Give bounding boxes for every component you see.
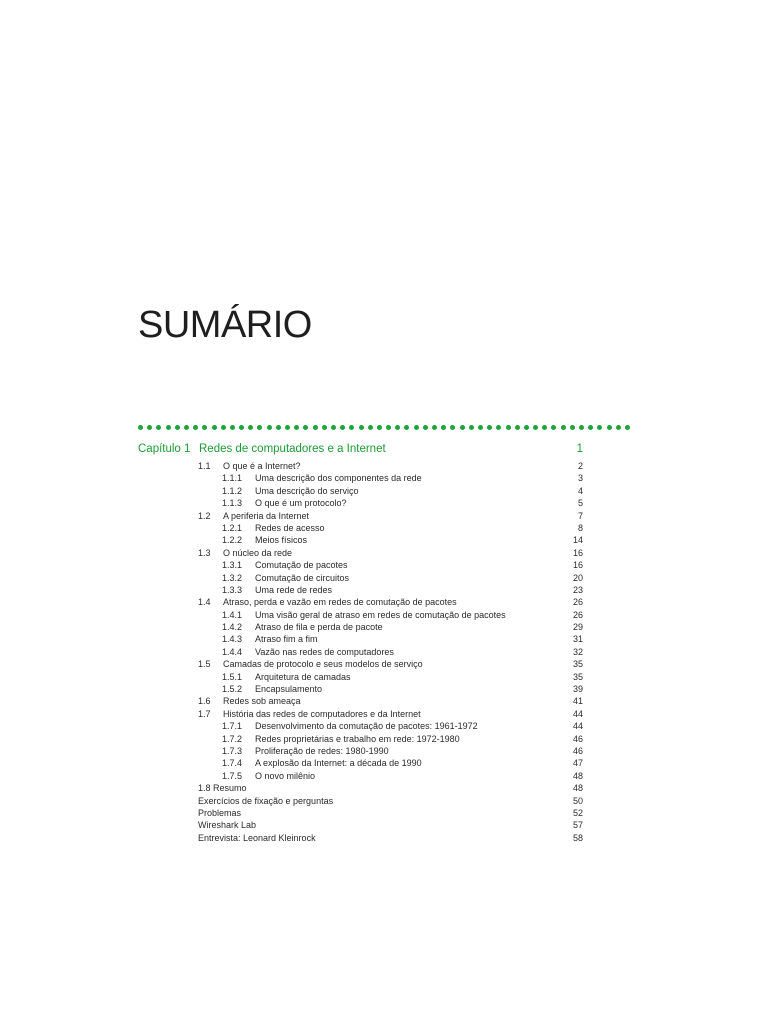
toc-entry-number: 1.1.3 <box>222 498 243 509</box>
toc-entry-number: 1.4.4 <box>222 646 243 657</box>
toc-entry[interactable] <box>198 572 583 584</box>
toc-entry-title: Arquitetura de camadas <box>255 671 351 682</box>
toc-entry-number: 1.7 <box>198 708 211 719</box>
toc-entry[interactable] <box>198 832 583 844</box>
divider-dot <box>322 425 327 430</box>
divider-dot <box>441 425 446 430</box>
toc-entry-title: A periferia da Internet <box>223 510 310 521</box>
chapter-page-number: 1 <box>576 443 583 455</box>
divider-dot <box>542 425 547 430</box>
toc-entry[interactable] <box>198 695 583 707</box>
toc-entry[interactable] <box>198 807 583 819</box>
toc-entry-title: Uma descrição do serviço <box>255 485 359 496</box>
toc-entry-number: 1.7.5 <box>222 770 243 781</box>
toc-entry[interactable] <box>198 609 583 621</box>
toc-entry-number: 1.4.3 <box>222 634 243 645</box>
divider-dot <box>515 425 520 430</box>
toc-entry-page: 32 <box>572 646 583 657</box>
toc-entry-title: Problemas <box>198 807 242 818</box>
toc-entry-title: O novo milênio <box>255 770 316 781</box>
divider-dot <box>368 425 373 430</box>
divider-dot <box>386 425 391 430</box>
toc-entry[interactable] <box>198 795 583 807</box>
toc-entry-title: O que é a Internet? <box>223 461 301 471</box>
toc-entry-number: 1.1.2 <box>222 485 243 496</box>
toc-entry[interactable] <box>198 522 583 534</box>
toc-entry-title: Camadas de protocolo e seus modelos de serviço <box>223 659 423 670</box>
toc-entry-title: Proliferação de redes: 1980-1990 <box>255 745 389 756</box>
toc-entry-number: 1.5 <box>198 659 211 670</box>
toc-entry-number: 1.4.2 <box>222 622 243 633</box>
toc-entry-number: 1.7.3 <box>222 745 243 756</box>
divider-dot <box>175 425 180 430</box>
toc-entry-title: Encapsulamento <box>255 684 323 695</box>
toc-entry-title: Redes sob ameaça <box>223 696 301 707</box>
toc-entry[interactable] <box>198 720 583 732</box>
toc-entry-title: O que é um protocolo? <box>255 498 347 509</box>
dotted-divider <box>138 423 630 432</box>
divider-dot <box>239 425 244 430</box>
toc-entry-number: 1.7.1 <box>222 721 243 732</box>
page-title: SUMÁRIO <box>138 304 312 346</box>
toc-entry-page: 7 <box>577 510 583 521</box>
toc-entry-title: Atraso fim a fim <box>255 634 318 645</box>
toc-entry-page: 50 <box>572 795 583 806</box>
toc-entry-page: 3 <box>577 473 583 484</box>
chapter-heading[interactable] <box>138 442 583 456</box>
toc-entry-number: 1.3.2 <box>222 572 243 583</box>
toc-entry-number: 1.7.4 <box>222 758 243 769</box>
divider-dot <box>460 425 465 430</box>
toc-entry[interactable] <box>198 485 583 497</box>
toc-entry-page: 57 <box>572 820 583 831</box>
toc-entry-page: 23 <box>572 584 583 595</box>
toc-entry-title: Redes de acesso <box>255 522 325 533</box>
divider-dot <box>607 425 612 430</box>
toc-entry-number: 1.5.2 <box>222 684 243 695</box>
toc-entry-title: Vazão nas redes de computadores <box>255 646 394 657</box>
divider-dot <box>212 425 217 430</box>
toc-entry[interactable] <box>198 596 583 608</box>
toc-entry-page: 2 <box>577 461 583 471</box>
divider-dot <box>588 425 593 430</box>
toc-entry-page: 20 <box>572 572 583 583</box>
divider-dot <box>625 425 630 430</box>
toc-entry[interactable] <box>198 757 583 769</box>
toc-entry-number: 1.1.1 <box>222 473 243 484</box>
divider-dot <box>193 425 198 430</box>
toc-entry[interactable] <box>198 770 583 782</box>
chapter-title: Redes de computadores e a Internet <box>199 443 386 455</box>
toc-entry-title: Comutação de pacotes <box>255 560 348 571</box>
toc-entry-page: 26 <box>572 597 583 608</box>
toc-entry-page: 31 <box>572 634 583 645</box>
divider-dot <box>267 425 272 430</box>
toc-entry-number: 1.1 <box>198 461 211 471</box>
toc-entry[interactable] <box>198 472 583 484</box>
chapter-label: Capítulo 1 <box>138 443 191 455</box>
divider-dot <box>294 425 299 430</box>
divider-dot <box>487 425 492 430</box>
toc-entry[interactable] <box>198 708 583 720</box>
toc-entry-page: 29 <box>572 622 583 633</box>
toc-entry-title: Uma visão geral de atraso em redes de comutação de pacotes <box>255 609 506 620</box>
divider-dot <box>423 425 428 430</box>
divider-dot <box>414 425 419 430</box>
toc-entry-title: Entrevista: Leonard Kleinrock <box>198 832 316 843</box>
divider-dot <box>395 425 400 430</box>
divider-dot <box>349 425 354 430</box>
toc-entry[interactable] <box>198 782 583 794</box>
toc-entry[interactable] <box>198 633 583 645</box>
toc-entry-page: 39 <box>572 684 583 695</box>
divider-dot <box>230 425 235 430</box>
toc-entry-number: 1.6 <box>198 696 211 707</box>
toc-entry[interactable] <box>198 671 583 683</box>
toc-entry-page: 46 <box>572 745 583 756</box>
toc-entry-title: Exercícios de fixação e perguntas <box>198 795 334 806</box>
toc-entry-title: 1.8 Resumo <box>198 783 247 794</box>
divider-dot <box>285 425 290 430</box>
toc-entry[interactable] <box>198 497 583 509</box>
toc-entry-title: Atraso de fila e perda de pacote <box>255 622 383 633</box>
toc-entry-page: 26 <box>572 609 583 620</box>
toc-entry-page: 35 <box>572 671 583 682</box>
divider-dot <box>570 425 575 430</box>
toc-entry-page: 8 <box>577 522 583 533</box>
toc-entry[interactable] <box>198 534 583 546</box>
toc-entry-page: 58 <box>572 832 583 843</box>
toc-entry-title: Redes proprietárias e trabalho em rede: 1972-1980 <box>255 733 460 744</box>
toc-entry-page: 41 <box>572 696 583 707</box>
divider-dot <box>597 425 602 430</box>
toc-entry-title: A explosão da Internet: a década de 1990 <box>255 758 422 769</box>
divider-dot <box>359 425 364 430</box>
divider-dot <box>147 425 152 430</box>
toc-entry[interactable] <box>198 819 583 831</box>
divider-dot <box>331 425 336 430</box>
toc-entry-number: 1.5.1 <box>222 671 243 682</box>
divider-dot <box>524 425 529 430</box>
divider-dot <box>506 425 511 430</box>
toc-entry-title: Wireshark Lab <box>198 820 257 831</box>
toc-entry-number: 1.7.2 <box>222 733 243 744</box>
divider-dot <box>561 425 566 430</box>
toc-entry-title: Atraso, perda e vazão em redes de comutação de pacotes <box>223 597 457 608</box>
toc-entry[interactable] <box>198 621 583 633</box>
toc-entry-page: 48 <box>572 783 583 794</box>
divider-dot <box>257 425 262 430</box>
divider-dot <box>478 425 483 430</box>
toc-entry-title: O núcleo da rede <box>223 547 293 558</box>
toc-entry[interactable] <box>198 745 583 757</box>
toc-entry-page: 47 <box>572 758 583 769</box>
toc-entry-page: 5 <box>577 498 583 509</box>
toc-entry[interactable] <box>198 547 583 559</box>
divider-dot <box>450 425 455 430</box>
divider-dot <box>184 425 189 430</box>
toc-entry-number: 1.2.2 <box>222 535 243 546</box>
toc-entry[interactable] <box>198 584 583 596</box>
divider-dot <box>221 425 226 430</box>
toc-entry-number: 1.3.1 <box>222 560 243 571</box>
toc-entry-page: 16 <box>572 547 583 558</box>
divider-dot <box>432 425 437 430</box>
toc-entry-page: 44 <box>572 708 583 719</box>
toc-entry-title: Comutação de circuitos <box>255 572 350 583</box>
toc-entry-page: 48 <box>572 770 583 781</box>
toc-entry[interactable] <box>198 559 583 571</box>
toc-entry-number: 1.2.1 <box>222 522 243 533</box>
divider-dot <box>469 425 474 430</box>
toc-entry-page: 46 <box>572 733 583 744</box>
toc-entry[interactable] <box>198 683 583 695</box>
toc-entry-page: 14 <box>572 535 583 546</box>
divider-dot <box>404 425 409 430</box>
toc-entry-number: 1.2 <box>198 510 211 521</box>
toc-list <box>198 460 583 844</box>
toc-entry-page: 4 <box>577 485 583 496</box>
divider-dot <box>496 425 501 430</box>
divider-dot <box>377 425 382 430</box>
divider-dot <box>533 425 538 430</box>
toc-entry-title: Uma descrição dos componentes da rede <box>255 473 422 484</box>
toc-entry-number: 1.4 <box>198 597 211 608</box>
toc-entry-number: 1.4.1 <box>222 609 243 620</box>
divider-dot <box>616 425 621 430</box>
toc-entry-page: 16 <box>572 560 583 571</box>
divider-dot <box>551 425 556 430</box>
divider-dot <box>340 425 345 430</box>
divider-dot <box>248 425 253 430</box>
divider-dot <box>156 425 161 430</box>
toc-entry[interactable] <box>198 510 583 522</box>
divider-dot <box>579 425 584 430</box>
divider-dot <box>303 425 308 430</box>
divider-dot <box>138 425 143 430</box>
toc-entry[interactable] <box>198 733 583 745</box>
toc-entry-page: 52 <box>572 807 583 818</box>
toc-entry[interactable] <box>198 658 583 670</box>
toc-entry[interactable] <box>198 646 583 658</box>
divider-dot <box>166 425 171 430</box>
divider-dot <box>276 425 281 430</box>
toc-entry-title: Uma rede de redes <box>255 584 333 595</box>
toc-entry-title: Desenvolvimento da comutação de pacotes: 1961-1972 <box>255 721 478 732</box>
toc-entry-title: História das redes de computadores e da Internet <box>223 708 421 719</box>
divider-dot <box>313 425 318 430</box>
toc-entry-number: 1.3 <box>198 547 211 558</box>
toc-entry-number: 1.3.3 <box>222 584 243 595</box>
toc-entry-page: 35 <box>572 659 583 670</box>
divider-dot <box>202 425 207 430</box>
toc-entry-page: 44 <box>572 721 583 732</box>
toc-entry[interactable] <box>198 460 583 472</box>
toc-entry-title: Meios físicos <box>255 535 308 546</box>
